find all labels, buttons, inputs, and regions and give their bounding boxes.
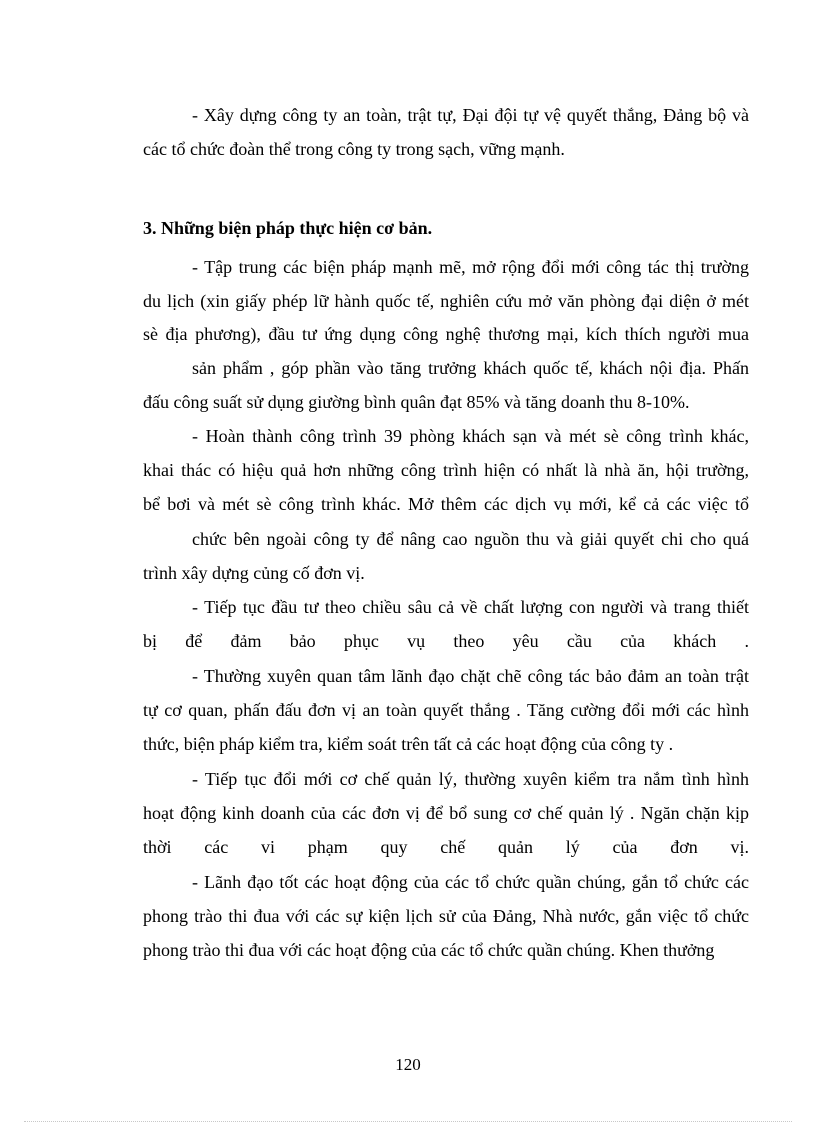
paragraph-line: - Thường xuyên quan tâm lãnh đạo chặt chẽ công tác bảo đảm an toàn trật — [192, 666, 749, 686]
paragraph-line: - Xây dựng công ty an toàn, trật tự, Đại đội tự vệ quyết thắng, Đảng bộ và — [192, 105, 749, 125]
paragraph-line: du lịch (xin giấy phép lữ hành quốc tế, nghiên cứu mở văn phòng đại diện ở mét — [143, 291, 749, 311]
paragraph-line: trình xây dựng củng cố đơn vị. — [143, 563, 365, 583]
paragraph-line: khai thác có hiệu quả hơn những công trình hiện có nhất là nhà ăn, hội trường, — [143, 460, 749, 480]
paragraph-line: phong trào thi đua với các sự kiện lịch sử của Đảng, Nhà nước, gắn việc tổ chức — [143, 906, 749, 926]
paragraph-line: hoạt động kinh doanh của các đơn vị để bổ sung cơ chế quản lý . Ngăn chặn kịp — [143, 803, 749, 823]
page-bottom-divider — [24, 1121, 792, 1122]
paragraph-line: bể bơi và mét sè công trình khác. Mở thêm các dịch vụ mới, kể cả các việc tổ — [143, 494, 749, 514]
paragraph-line: - Tiếp tục đổi mới cơ chế quản lý, thường xuyên kiểm tra nắm tình hình — [192, 769, 749, 789]
section-heading: 3. Những biện pháp thực hiện cơ bản. — [143, 218, 433, 238]
paragraph-line: - Hoàn thành công trình 39 phòng khách sạn và mét sè công trình khác, — [192, 426, 749, 446]
page-number: 120 — [395, 1055, 421, 1074]
paragraph-line: thời các vi phạm quy chế quản lý của đơn vị. — [143, 837, 749, 857]
paragraph-line: các tổ chức đoàn thể trong công ty trong sạch, vững mạnh. — [143, 139, 565, 159]
paragraph-line: - Lãnh đạo tốt các hoạt động của các tổ chức quần chúng, gắn tổ chức các — [192, 872, 749, 892]
paragraph-line: sè địa phương), đầu tư ứng dụng công nghệ thương mại, kích thích người mua — [143, 324, 749, 344]
paragraph-line: tự cơ quan, phấn đấu đơn vị an toàn quyết thắng . Tăng cường đổi mới các hình — [143, 700, 749, 720]
paragraph-line: chức bên ngoài công ty để nâng cao nguồn thu và giải quyết chi cho quá — [192, 529, 749, 549]
paragraph-line: thức, biện pháp kiểm tra, kiểm soát trên tất cả các hoạt động của công ty . — [143, 734, 674, 754]
paragraph-line: sản phẩm , góp phần vào tăng trưởng khách quốc tế, khách nội địa. Phấn — [192, 358, 749, 378]
paragraph-line: - Tiếp tục đầu tư theo chiều sâu cả về chất lượng con người và trang thiết — [192, 597, 749, 617]
paragraph-line: đấu công suất sử dụng giường bình quân đạt 85% và tăng doanh thu 8-10%. — [143, 392, 690, 412]
paragraph-line: phong trào thi đua với các hoạt động của các tổ chức quần chúng. Khen thưởng — [143, 940, 715, 960]
paragraph-line: bị để đảm bảo phục vụ theo yêu cầu của khách . — [143, 631, 749, 651]
paragraph-line: - Tập trung các biện pháp mạnh mẽ, mở rộng đổi mới công tác thị trường — [192, 257, 749, 277]
